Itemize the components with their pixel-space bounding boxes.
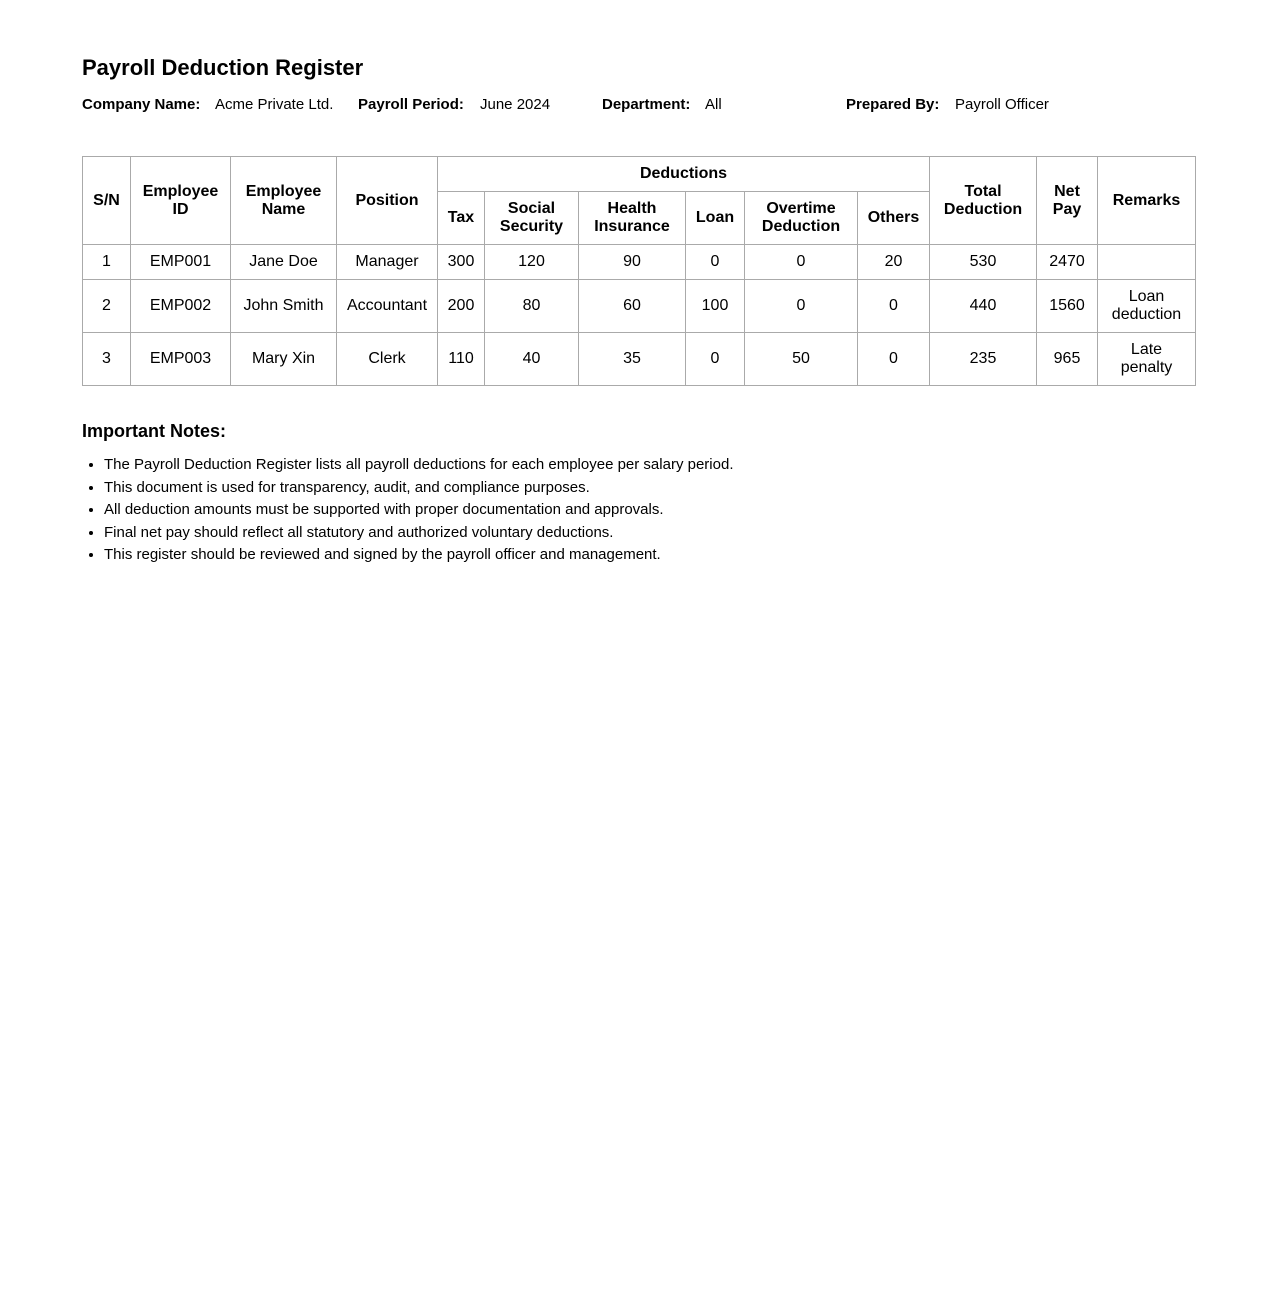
notes-heading: Important Notes: [82,421,226,441]
cell-others: 0 [858,280,930,333]
cell-position: Manager [337,245,438,280]
cell-employee-name: Mary Xin [231,333,337,386]
cell-overtime-deduction: 50 [745,333,858,386]
page-title: Payroll Deduction Register [82,55,364,80]
notes-list [82,454,1182,567]
register-meta [82,94,1196,116]
cell-remarks [1098,245,1196,280]
header-deductions-group: Deductions [438,157,930,192]
cell-net-pay: 1560 [1037,280,1098,333]
cell-sn: 2 [83,280,131,333]
header-total-deduction: Total Deduction [930,157,1037,245]
deduction-table [82,156,1196,386]
prepared-by-value: Payroll Officer [955,96,1049,113]
cell-sn: 3 [83,333,131,386]
cell-overtime-deduction: 0 [745,280,858,333]
period-label: Payroll Period: [358,96,464,113]
table-row [83,333,1196,386]
header-health-insurance: Health Insurance [579,192,686,245]
cell-employee-id: EMP003 [131,333,231,386]
cell-loan: 100 [686,280,745,333]
cell-tax: 200 [438,280,485,333]
cell-total-deduction: 235 [930,333,1037,386]
prepared-by-label: Prepared By: [846,96,940,113]
cell-health-insurance: 60 [579,280,686,333]
cell-employee-name: Jane Doe [231,245,337,280]
list-item: • All deduction amounts must be supported with proper documentation and approvals. [104,499,1182,522]
cell-remarks: Late penalty [1098,333,1196,386]
list-item: • This document is used for transparency, audit, and compliance purposes. [104,477,1182,500]
cell-others: 20 [858,245,930,280]
cell-employee-id: EMP001 [131,245,231,280]
department-label: Department: [602,96,691,113]
cell-employee-name: John Smith [231,280,337,333]
cell-social-security: 120 [485,245,579,280]
header-social-security: Social Security [485,192,579,245]
company-value: Acme Private Ltd. [215,96,334,113]
cell-loan: 0 [686,333,745,386]
cell-total-deduction: 440 [930,280,1037,333]
important-notes [82,418,1182,567]
cell-overtime-deduction: 0 [745,245,858,280]
header-loan: Loan [686,192,745,245]
cell-others: 0 [858,333,930,386]
header-net-pay: Net Pay [1037,157,1098,245]
cell-tax: 110 [438,333,485,386]
department-value: All [705,96,722,113]
cell-social-security: 40 [485,333,579,386]
document-page [0,0,1278,116]
header-tax: Tax [438,192,485,245]
list-item: • The Payroll Deduction Register lists all payroll deductions for each employee per salary period. [104,454,1182,477]
header-employee-name: Employee Name [231,157,337,245]
cell-loan: 0 [686,245,745,280]
cell-net-pay: 965 [1037,333,1098,386]
cell-health-insurance: 90 [579,245,686,280]
cell-remarks: Loan deduction [1098,280,1196,333]
header-employee-id: Employee ID [131,157,231,245]
company-label: Company Name: [82,96,201,113]
header-sn: S/N [83,157,131,245]
header-remarks: Remarks [1098,157,1196,245]
table-row [83,280,1196,333]
cell-position: Accountant [337,280,438,333]
cell-sn: 1 [83,245,131,280]
cell-employee-id: EMP002 [131,280,231,333]
cell-tax: 300 [438,245,485,280]
cell-health-insurance: 35 [579,333,686,386]
cell-total-deduction: 530 [930,245,1037,280]
header-overtime-deduction: Overtime Deduction [745,192,858,245]
cell-position: Clerk [337,333,438,386]
cell-net-pay: 2470 [1037,245,1098,280]
list-item: • This register should be reviewed and signed by the payroll officer and management. [104,544,1182,567]
period-value: June 2024 [480,96,551,113]
list-item: • Final net pay should reflect all statutory and authorized voluntary deductions. [104,522,1182,545]
header-position: Position [337,157,438,245]
header-others: Others [858,192,930,245]
table-row [83,245,1196,280]
cell-social-security: 80 [485,280,579,333]
